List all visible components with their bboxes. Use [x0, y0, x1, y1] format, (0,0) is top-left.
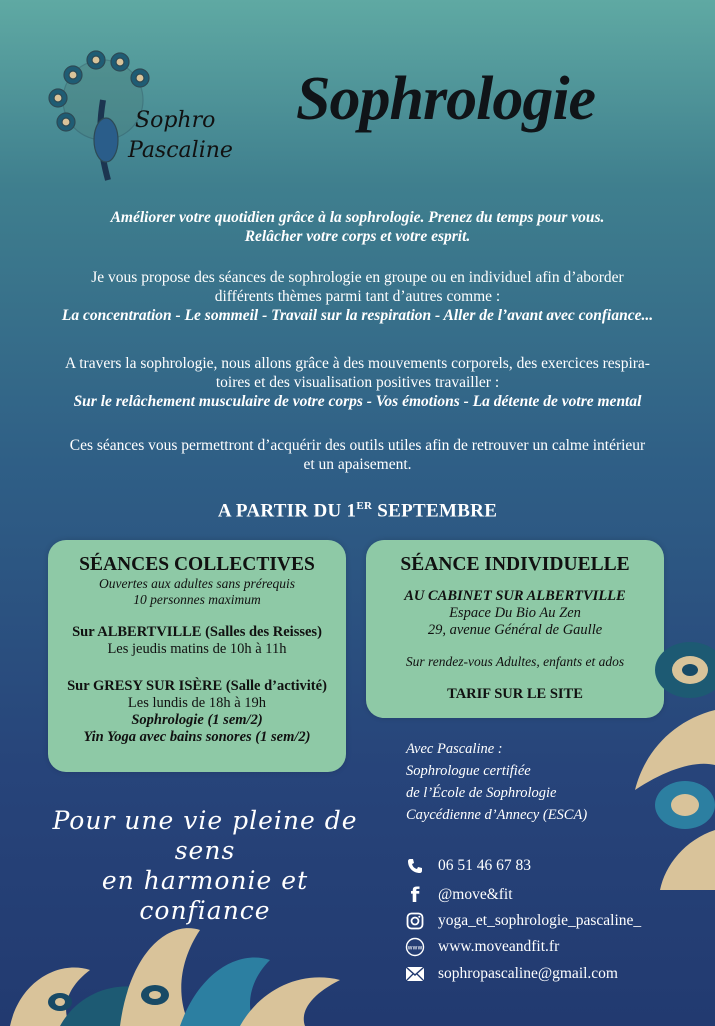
intro-text — [0, 208, 715, 246]
contact-email — [404, 963, 618, 985]
address-line-1: Espace Du Bio Au Zen — [449, 605, 581, 621]
svg-text:www: www — [407, 944, 423, 952]
albertville-time: Les jeudis matins de 10h à 11h — [107, 641, 287, 657]
themes-list: La concentration - Le sommeil - Travail sur la respiration - Aller de l’avant avec confiance... — [61, 307, 654, 324]
collective-title: SÉANCES COLLECTIVES — [79, 554, 315, 575]
paragraph-themes — [0, 268, 715, 325]
gresy-yin-yoga: Yin Yoga avec bains sonores (1 sem/2) — [83, 729, 311, 745]
gresy-sophrologie: Sophrologie (1 sem/2) — [131, 712, 263, 728]
web-icon — [404, 936, 426, 958]
logo-text-pascaline: Pascaline — [128, 138, 233, 163]
practitioner-line-4: Caycédienne d’Annecy (ESCA) — [406, 807, 588, 823]
gresy-time: Les lundis de 18h à 19h — [127, 695, 267, 711]
collective-sessions-card — [48, 540, 346, 772]
paragraph-benefits — [0, 436, 715, 474]
benefits-line-1: Ces séances vous permettront d’acquérir des outils utiles afin de retrouver un calme intérieur — [69, 437, 646, 454]
start-date-heading — [0, 500, 715, 522]
instagram-handle: yoga_et_sophrologie_pascaline_ — [438, 912, 642, 929]
intro-line-2: Relâcher votre corps et votre esprit. — [244, 228, 471, 245]
mail-icon — [404, 963, 426, 985]
practitioner-info — [406, 738, 587, 826]
practitioner-line-2: Sophrologue certifiée — [406, 763, 531, 779]
decorative-feathers-bottom — [0, 890, 360, 1026]
contact-instagram — [404, 910, 641, 932]
tarif-note: TARIF SUR LE SITE — [447, 686, 583, 702]
practitioner-line-1: Avec Pascaline : — [406, 741, 503, 757]
albertville-location: Sur ALBERTVILLE (Salles des Reisses) — [72, 624, 322, 640]
cabinet-location: AU CABINET SUR ALBERTVILLE — [404, 588, 626, 604]
instagram-icon — [404, 910, 426, 932]
website-url: www.moveandfit.fr — [438, 938, 560, 955]
email-address: sophropascaline@gmail.com — [438, 965, 618, 982]
page-title: Sophrologie — [296, 65, 596, 133]
methods-line-2: toires et des visualisation positives travailler : — [215, 374, 500, 391]
facebook-handle: @move&fit — [438, 886, 513, 903]
contact-phone — [404, 855, 531, 877]
themes-line-2: différents thèmes parmi tant d’autres comme : — [214, 288, 501, 305]
slogan-line-2: en harmonie et confiance — [101, 866, 309, 925]
collective-sub-1: Ouvertes aux adultes sans prérequis — [99, 576, 295, 591]
collective-sub-2: 10 personnes maximum — [133, 592, 261, 607]
individual-title: SÉANCE INDIVIDUELLE — [400, 554, 630, 575]
facebook-icon: f — [410, 883, 420, 907]
paragraph-methods — [0, 354, 715, 411]
themes-line-1: Je vous propose des séances de sophrologie en groupe ou en individuel afin d’aborder — [91, 269, 624, 286]
start-date-month: SEPTEMBRE — [372, 500, 498, 522]
appointment-note: Sur rendez-vous Adultes, enfants et ados — [405, 654, 625, 669]
methods-list: Sur le relâchement musculaire de votre corps - Vos émotions - La détente de votre mental — [73, 393, 642, 410]
decorative-feathers-right — [595, 630, 715, 890]
gresy-location: Sur GRESY SUR ISÈRE (Salle d’activité) — [67, 678, 327, 694]
address-line-2: 29, avenue Général de Gaulle — [427, 622, 603, 638]
phone-number: 06 51 46 67 83 — [438, 857, 531, 874]
start-date-sup: ER — [356, 500, 373, 512]
slogan-line-1: Pour une vie pleine de sens — [52, 806, 358, 865]
practitioner-line-3: de l’École de Sophrologie — [406, 785, 557, 801]
intro-line-1: Améliorer votre quotidien grâce à la sophrologie. Prenez du temps pour vous. — [110, 209, 605, 226]
benefits-line-2: et un apaisement. — [303, 456, 412, 473]
logo-text-sophro: Sophro — [135, 108, 216, 133]
start-date-main: A PARTIR DU 1 — [217, 500, 357, 522]
phone-icon — [404, 855, 426, 877]
contact-facebook — [404, 884, 513, 906]
methods-line-1: A travers la sophrologie, nous allons grâce à des mouvements corporels, des exercices respira- — [65, 355, 650, 372]
contact-website — [404, 936, 559, 958]
